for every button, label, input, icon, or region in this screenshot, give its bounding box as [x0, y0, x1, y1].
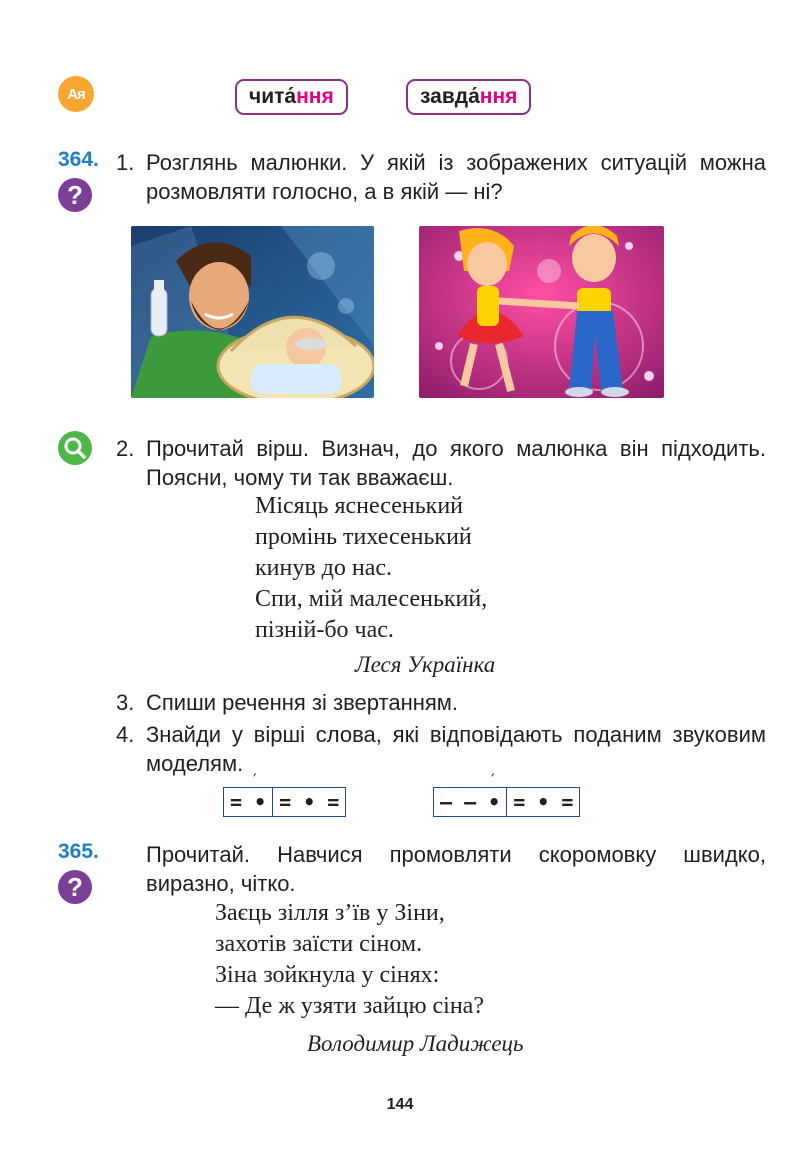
- task-364-4: [116, 720, 766, 778]
- task-364-3-text: Спиши речення зі звертанням.: [146, 690, 459, 715]
- task-365-text: Прочитай. Навчися промовляти скоромовку швидко, виразно, чітко.: [146, 842, 766, 896]
- sound-model-1-syllable-1: ′ = •: [230, 770, 267, 814]
- task-364-3: [116, 688, 766, 717]
- tag-tasks-plain: завда́: [420, 85, 480, 108]
- language-badge-icon: Ая: [58, 76, 94, 112]
- poem-line: промінь тихесенький: [255, 524, 472, 550]
- sound-model-2-syllable-2: = • =: [506, 788, 579, 816]
- poem-line: Місяць яснесенький: [255, 493, 464, 519]
- poem-line: пізній-бо час.: [255, 617, 394, 643]
- poem-364: [255, 491, 487, 646]
- task-364-1-text: Розглянь малюнки. У якій із зображених ситуацій можна розмовляти голосно, а в якій — ні?: [146, 150, 766, 204]
- poem-line: кинув до нас.: [255, 555, 393, 581]
- illustration-father-baby: [131, 226, 374, 398]
- tag-tasks: [406, 79, 531, 115]
- sound-model-2-syllable-1: ′ — — •: [440, 770, 501, 814]
- tag-reading: [235, 79, 348, 115]
- sound-model-1-syllable-2: = • =: [272, 788, 345, 816]
- poem-365-author: Володимир Ладижець: [307, 1031, 524, 1056]
- poem-line: Зіна зойкнула у сінях:: [215, 962, 440, 988]
- exercise-364-number: 364.: [58, 148, 99, 171]
- question-icon: ?: [58, 178, 92, 212]
- task-365: [146, 840, 766, 898]
- task-364-4-text: Знайди у вірші слова, які відповідають поданим звуковим моделям.: [146, 722, 766, 776]
- task-364-4-number: 4.: [116, 722, 135, 747]
- task-364-2: [116, 434, 766, 492]
- poem-365: [215, 898, 484, 1022]
- task-364-3-number: 3.: [116, 690, 135, 715]
- page-number: 144: [386, 1096, 414, 1113]
- exercise-365-number: 365.: [58, 840, 99, 863]
- search-icon: [58, 431, 92, 465]
- illustration-dancing-children: [419, 226, 664, 398]
- sound-model-1: [223, 770, 346, 817]
- task-364-2-number: 2.: [116, 436, 135, 461]
- task-364-1: [116, 148, 766, 206]
- poem-line: Заєць зілля з’їв у Зіни,: [215, 900, 445, 926]
- poem-364-author: Леся Українка: [355, 652, 496, 677]
- sound-model-2: [433, 770, 580, 817]
- task-364-2-text: Прочитай вірш. Визнач, до якого малюнка він підходить. Поясни, чому ти так вважаєш.: [146, 436, 766, 490]
- task-364-1-number: 1.: [116, 150, 135, 175]
- tag-tasks-highlight: ння: [479, 85, 518, 108]
- poem-line: Спи, мій малесенький,: [255, 586, 488, 612]
- poem-line: — Де ж узяти зайцю сіна?: [215, 993, 484, 1019]
- poem-line: захотів заїсти сіном.: [215, 931, 423, 957]
- question-icon: ?: [58, 870, 92, 904]
- tag-reading-highlight: ння: [296, 85, 334, 108]
- tag-reading-plain: чита́: [249, 85, 297, 108]
